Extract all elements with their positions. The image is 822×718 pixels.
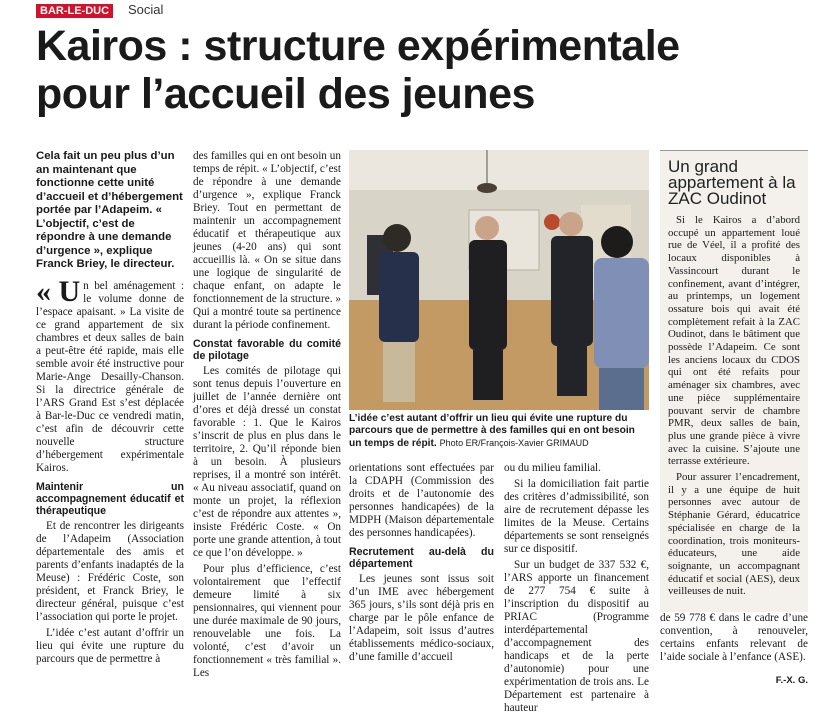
subheading: Recrutement au-delà du département <box>349 546 494 570</box>
opening-paragraph <box>36 274 184 475</box>
column-1 <box>36 150 184 669</box>
photo-credit: Photo ER/François-Xavier GRIMAUD <box>439 438 589 449</box>
section-label: Social <box>128 2 164 17</box>
paragraph: Si le Kairos a d’abord occupé un appartement loué rue de Véel, il a profité des locaux disponibles à Vassincourt durant le confinement, avant d’intégrer, au printemps, un logement ossature bois qui avait été complètement refait à la ZAC Oudinot, dans le bâtiment que possède l’Adapeim. Ce sont les anciens locaux du CDOS qui ont été refaits pour aménager six chambres, avec une pièce supplémentaire pouvant servir de chambre PMR, deux salles de bain, plus une grande pièce à vivre avec la cuisine. S’ajoute une terrasse extérieure. <box>668 214 800 468</box>
lead-paragraph: Cela fait un peu plus d’un an maintenant que fonctionne cette unité d’accueil et d’hébergement portée par l’Adapeim. « L’objectif, c’est de répondre à une demande d’urgence », explique Franck Briey, le directeur. <box>36 150 183 270</box>
sidebar-title: Un grand appartement à la ZAC Oudinot <box>668 157 796 208</box>
subheading: Maintenir un accompagnement éducatif et thérapeutique <box>36 480 184 517</box>
article-photo <box>349 150 649 410</box>
paragraph: Pour assurer l’encadrement, il y a une équipe de huit personnes avec autour de Stéphanie Gérard, éducatrice spécialisée en charge de la coordination, trois moniteurs-éducateurs, une aide soignante, un accompagnant éducatif et social (AES), deux veilleuses de nuit. <box>668 471 800 598</box>
headline <box>36 22 796 118</box>
caption-text: L’idée c’est autant d’offrir un lieu qui évite une rupture du parcours que de permettre à des familles qui en ont besoin un temps de répit. <box>349 413 635 450</box>
paragraph: Les jeunes sont issus soit d’un IME avec hébergement 365 jours, s’ils sont déjà pris en charge par le pôle enfance de l’Adapeim, soit issus d’autres établissements médico-sociaux, d’une famille d’accueil <box>349 573 494 663</box>
headline-line-1: Kairos : structure expérimentale <box>36 22 680 70</box>
author-signature: F.-X. G. <box>775 675 808 686</box>
photo-scene <box>349 150 649 410</box>
paragraph: des familles qui en ont besoin un temps de répit. « L’objectif, c’est de répondre à une demande d’urgence », explique Franck Briey. Tout en permettant de maintenir un accompagnement éducatif et thérapeutique aux jeunes (4-20 ans) qui sont accueillis là. « On se situe dans une logique de singularité de chaque enfant, on adapte le fonctionnement de la structure. » Qui a montré toute sa pertinence durant la période confinement. <box>193 150 341 331</box>
city-kicker: BAR-LE-DUC <box>36 4 113 18</box>
paragraph: ou du milieu familial. <box>504 462 601 474</box>
column-3 <box>349 462 494 667</box>
paragraph: L’idée c’est autant d’offrir un lieu qui évite une rupture du parcours que de permettre à <box>36 626 184 665</box>
paragraph-text: n bel aménagement : le volume donne de l’espace apaisant. » La visite de ce grand appartement de six chambres et deux salles de bain a peut-être été rapide, mais elle semble avoir été instructive pour Marie-Ange Desailly-Chanson. Si la directrice générale de l’ARS Grand Est s’est déplacée à Bar-le-Duc ce vendredi matin, c’est afin de découvrir cette nouvelle structure d’hébergement expérimentale Kairos. <box>36 279 184 474</box>
drop-cap: « U <box>36 274 81 308</box>
column-5 <box>660 612 808 687</box>
paragraph: Les comités de pilotage qui sont tenus depuis l’ouverture en juillet de l’année dernière ont d’ores et déjà dressé un constat favorable : 1. Que le Kairos s’inscrit de plus en plus dans le territoire, 2. Qu’il réponde bien à un besoin. À plusieurs reprises, il a montré son intérêt. « Au niveau associatif, quand on monte un projet, la réflexion c’est de répondre aux attentes », insiste Frédéric Coste. « On porte une grande attention, à tout ce que l’on développe. » <box>193 365 341 559</box>
paragraph: de 59 778 € dans le cadre d’une convention, à renouveler, certains enfants relevant de l’aide sociale à l’enfance (ASE). <box>660 612 808 663</box>
paragraph: orientations sont effectuées par la CDAPH (Commission des droits et de l’autonomie des personnes handicapées) de la MDPH (Maison départementale des personnes handicapées). <box>349 462 494 539</box>
paragraph: Pour plus d’efficience, c’est volontairement que l’effectif demeure limité à six pensionnaires, qui viennent pour une durée maximale de 90 jours, renouvelable une fois. La volonté, c’est d’avoir un fonctionnement « très familial ». Les <box>193 563 341 679</box>
paragraph: Si la domiciliation fait partie des critères d’admissibilité, son aire de recrutement dépasse les limites de la Meuse. Certains départements se sont renseignés sur ce dispositif. <box>504 478 649 555</box>
paragraph: Sur un budget de 337 532 €, l’ARS apporte un financement de 277 754 € suite à l’inscription du dispositif au PRIAC (Programme interdépartemental d’accompagnement des handicaps et de la perte d’autonomie) pour une expérimentation de trois ans. Le Département est partenaire à hauteur <box>504 559 649 714</box>
subheading: Constat favorable du comité de pilotage <box>193 338 341 362</box>
headline-line-2: pour l’accueil des jeunes <box>36 70 535 118</box>
sidebar-box <box>660 150 808 673</box>
sidebar-text <box>660 214 808 598</box>
column-4 <box>504 462 649 718</box>
column-2 <box>193 150 341 683</box>
paragraph: Et de rencontrer les dirigeants de l’Adapeim (Association départementale des amis et parents d’enfants inadaptés de la Meuse) : Frédéric Coste, son président, et Franck Briey, le directeur général, puisque c’est l’association qui porte le projet. <box>36 519 184 623</box>
photo-caption <box>349 413 649 451</box>
